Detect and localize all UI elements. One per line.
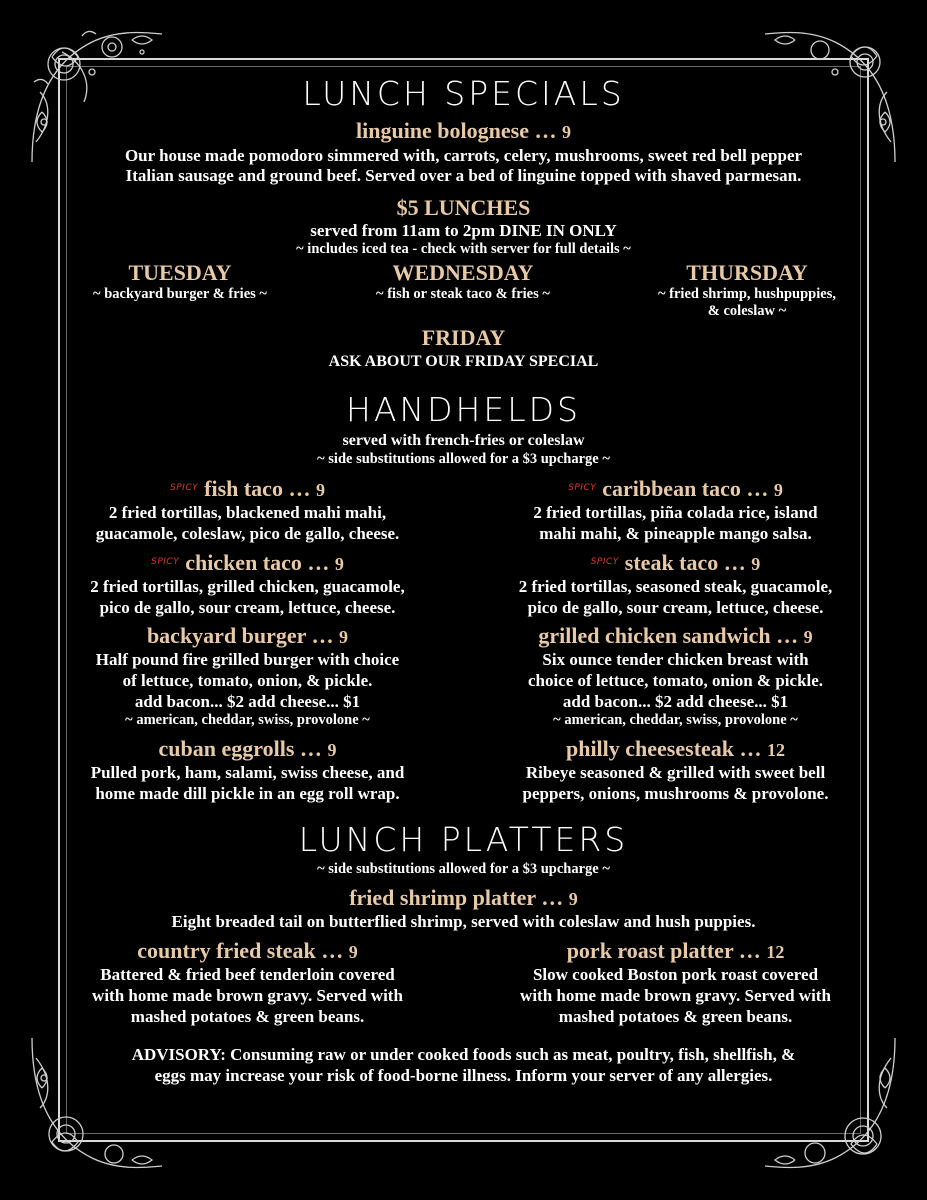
item-caribbean-taco xyxy=(488,476,863,544)
day-description: ~ fried shrimp, hushpuppies, xyxy=(658,286,836,302)
day-special-friday xyxy=(0,325,927,372)
item-description: with home made brown gravy. Served with xyxy=(520,986,831,1005)
item-description: of lettuce, tomato, onion, & pickle. xyxy=(122,671,373,690)
item-fried-shrimp-platter xyxy=(0,885,927,932)
item-price: 12 xyxy=(766,942,785,962)
cheese-options: ~ american, cheddar, swiss, provolone ~ xyxy=(553,712,798,728)
five-dollar-note: ~ includes iced tea - check with server for full details ~ xyxy=(296,241,631,257)
item-name: caribbean taco … xyxy=(602,476,774,501)
spicy-label: SPICY xyxy=(151,557,180,567)
item-price: 9 xyxy=(315,480,325,500)
item-steak-taco xyxy=(488,550,863,618)
item-name: linguine bolognese … xyxy=(356,118,562,143)
section-title-lunch-specials: LUNCH SPECIALS xyxy=(302,74,625,113)
item-cuban-eggrolls xyxy=(60,736,435,804)
item-description: 2 fried tortillas, seasoned steak, guacamole, xyxy=(518,577,833,596)
item-country-fried-steak xyxy=(60,938,435,1027)
item-description: add bacon... $2 add cheese... $1 xyxy=(134,692,361,711)
item-description: choice of lettuce, tomato, onion & pickle. xyxy=(527,671,824,690)
spicy-label: SPICY xyxy=(590,557,619,567)
item-name: grilled chicken sandwich … xyxy=(538,623,804,648)
item-price: 9 xyxy=(803,627,813,647)
item-chicken-taco xyxy=(60,550,435,618)
item-price: 9 xyxy=(339,627,349,647)
item-price: 12 xyxy=(767,740,786,760)
item-description: Eight breaded tail on butterflied shrimp, served with coleslaw and hush puppies. xyxy=(171,912,756,931)
item-description: with home made brown gravy. Served with xyxy=(92,986,403,1005)
item-description: mashed potatoes & green beans. xyxy=(558,1007,793,1026)
section-title-handhelds: HANDHELDS xyxy=(346,390,581,429)
item-backyard-burger xyxy=(60,623,435,729)
item-name: cuban eggrolls … xyxy=(158,736,328,761)
day-description: ASK ABOUT OUR FRIDAY SPECIAL xyxy=(328,353,599,370)
item-description: Pulled pork, ham, salami, swiss cheese, and xyxy=(90,763,405,782)
spicy-label: SPICY xyxy=(170,483,199,493)
item-price: 9 xyxy=(561,122,571,142)
advisory-line: ADVISORY: Consuming raw or under cooked foods such as meat, poultry, fish, shellfish, & xyxy=(131,1045,796,1064)
item-description: 2 fried tortillas, grilled chicken, guacamole, xyxy=(90,577,405,596)
item-description: Italian sausage and ground beef. Served over a bed of linguine topped with shaved parmesan. xyxy=(125,166,802,185)
item-price: 9 xyxy=(773,480,783,500)
item-description: Half pound fire grilled burger with choice xyxy=(95,650,400,669)
five-dollar-hours: served from 11am to 2pm DINE IN ONLY xyxy=(310,221,617,240)
day-name: THURSDAY xyxy=(686,260,808,285)
day-description: & coleslaw ~ xyxy=(707,303,787,319)
item-name: backyard burger … xyxy=(146,623,340,648)
section-title-lunch-platters: LUNCH PLATTERS xyxy=(298,820,629,859)
item-description: peppers, onions, mushrooms & provolone. xyxy=(522,784,829,803)
advisory-line: eggs may increase your risk of food-borne illness. Inform your server of any allergies. xyxy=(154,1066,773,1085)
item-description: guacamole, coleslaw, pico de gallo, cheese. xyxy=(95,524,400,543)
item-grilled-chicken-sandwich xyxy=(488,623,863,729)
day-description: ~ fish or steak taco & fries ~ xyxy=(376,286,550,302)
handhelds-substitution-note: ~ side substitutions allowed for a $3 upcharge ~ xyxy=(317,451,610,467)
item-fish-taco xyxy=(60,476,435,544)
five-dollar-lunches-title: $5 LUNCHES xyxy=(396,195,531,220)
handhelds-subtitle: served with french-fries or coleslaw xyxy=(342,432,585,449)
item-description: Our house made pomodoro simmered with, carrots, celery, mushrooms, sweet red bell pepper xyxy=(124,146,803,165)
item-description: mashed potatoes & green beans. xyxy=(130,1007,365,1026)
item-name: fish taco … xyxy=(204,476,316,501)
item-price: 9 xyxy=(568,889,578,909)
item-price: 9 xyxy=(334,554,344,574)
item-description: Ribeye seasoned & grilled with sweet bell xyxy=(525,763,826,782)
spicy-label: SPICY xyxy=(568,483,597,493)
day-description: ~ backyard burger & fries ~ xyxy=(93,286,267,302)
item-name: chicken taco … xyxy=(185,550,335,575)
item-name: fried shrimp platter … xyxy=(349,885,569,910)
day-name: TUESDAY xyxy=(128,260,232,285)
platters-substitution-note: ~ side substitutions allowed for a $3 upcharge ~ xyxy=(317,861,610,877)
day-name: WEDNESDAY xyxy=(392,260,534,285)
item-price: 9 xyxy=(751,554,761,574)
advisory-notice xyxy=(60,1044,867,1086)
item-description: Battered & fried beef tenderloin covered xyxy=(100,965,395,984)
item-description: 2 fried tortillas, piña colada rice, island xyxy=(533,503,818,522)
item-name: philly cheesesteak … xyxy=(565,736,768,761)
item-linguine-bolognese xyxy=(0,118,927,144)
item-description: pico de gallo, sour cream, lettuce, cheese. xyxy=(527,598,824,617)
item-description: home made dill pickle in an egg roll wrap. xyxy=(95,784,400,803)
cheese-options: ~ american, cheddar, swiss, provolone ~ xyxy=(125,712,370,728)
item-philly-cheesesteak xyxy=(488,736,863,804)
item-price: 9 xyxy=(348,942,358,962)
item-price: 9 xyxy=(327,740,337,760)
item-description: add bacon... $2 add cheese... $1 xyxy=(562,692,789,711)
item-pork-roast-platter xyxy=(488,938,863,1027)
item-description: mahi mahi, & pineapple mango salsa. xyxy=(539,524,812,543)
day-special-thursday xyxy=(627,260,867,320)
item-description: Six ounce tender chicken breast with xyxy=(542,650,809,669)
item-name: pork roast platter … xyxy=(566,938,767,963)
item-description: pico de gallo, sour cream, lettuce, cheese. xyxy=(99,598,396,617)
item-name: country fried steak … xyxy=(137,938,349,963)
item-description: 2 fried tortillas, blackened mahi mahi, xyxy=(108,503,387,522)
item-description: Slow cooked Boston pork roast covered xyxy=(532,965,819,984)
item-name: steak taco … xyxy=(624,550,752,575)
day-special-wednesday xyxy=(343,260,583,303)
day-name: FRIDAY xyxy=(421,325,506,350)
day-special-tuesday xyxy=(60,260,300,303)
